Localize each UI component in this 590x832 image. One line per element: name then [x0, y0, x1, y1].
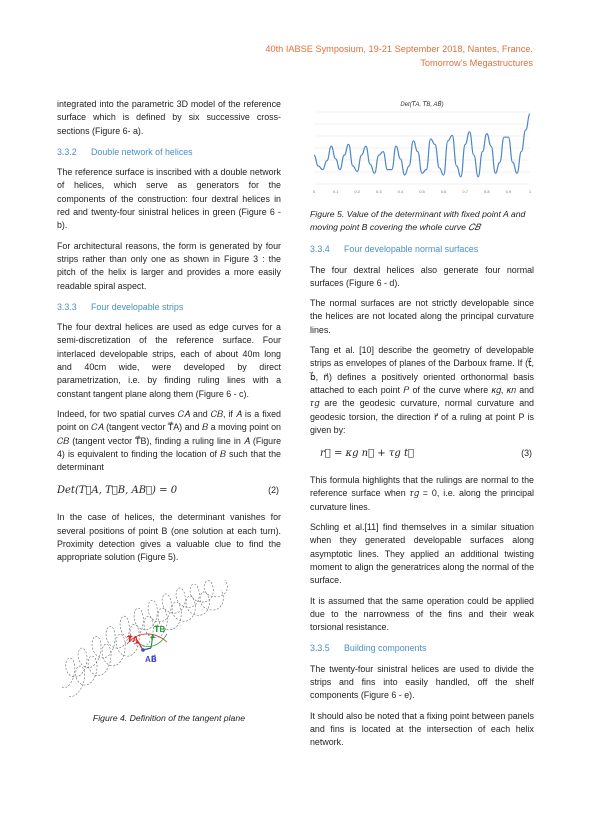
section-heading-3-3-2 — [57, 146, 281, 159]
figure-4 — [57, 572, 281, 725]
paragraph: The twenty-four sinistral helices are used to divide the strips and fins into easily handled, off the shelf components (Figure 6 - e). — [310, 663, 534, 701]
section-number: 3.3.5 — [310, 643, 330, 654]
helix-figure — [57, 572, 281, 702]
label-ab: AB⃗ — [145, 654, 157, 664]
x-tick-label: 0.6 — [440, 189, 447, 194]
section-heading-3-3-5 — [310, 642, 534, 655]
section-number: 3.3.3 — [57, 301, 77, 312]
paragraph: integrated into the parametric 3D model of the reference surface which is defined by six successive cross-sections (Figure 6- a). — [57, 99, 281, 136]
figure-4-caption: Figure 4. Definition of the tangent plane — [92, 712, 246, 723]
header-conference: 40th IABSE Symposium, 19-21 September 2018, Nantes, France. — [265, 44, 533, 54]
x-tick-label: 0.3 — [376, 189, 382, 194]
x-ticks — [313, 189, 532, 194]
determinant-chart — [310, 98, 534, 198]
paragraph: It should also be noted that a fixing point between panels and fins is located at the intersection of each helix network. — [310, 710, 534, 748]
x-tick-label: 0.4 — [397, 189, 404, 194]
section-title: Double network of helices — [91, 146, 193, 157]
paragraph: In the case of helices, the determinant vanishes for several positions of point B (one solution at each turn). Proximity detection gives a valuable clue to find the appropriate solution (Figure 5). — [57, 512, 281, 563]
x-tick-label: 1 — [528, 189, 532, 194]
paragraph: It is assumed that the same operation could be applied due to the narrowness of the fins and their weak torsional resistance. — [310, 595, 534, 633]
paragraph: The reference surface is inscribed with a double network of helices, which serve as generators for the components of the construction: four dextral helices in red and twenty-four sinistral helices in green (Figure 6 - b). — [57, 167, 281, 231]
section-title: Four developable strips — [91, 301, 184, 312]
x-tick-label: 0.2 — [354, 189, 360, 194]
paragraph: For architectural reasons, the form is generated by four strips rather than only one as shown in Figure 3 : the pitch of the helix is larger and provides a more easily readable spiral aspect. — [57, 240, 281, 291]
paragraph: This formula highlights that the rulings are normal to the reference surface when 𝜏𝑔 = 0, i.e. along the principal curvature lines. — [310, 475, 534, 512]
section-title: Building components — [344, 643, 427, 654]
series-line — [314, 114, 530, 177]
section-number: 3.3.4 — [310, 244, 330, 255]
chart-title: Det(T⃗A, T⃗B, AB⃗) — [400, 102, 444, 108]
paragraph: The normal surfaces are not strictly developable since the helices are not located along the principal curvature lines. — [310, 298, 534, 335]
equation-2 — [57, 481, 281, 503]
page-header — [265, 42, 533, 70]
section-number: 3.3.2 — [57, 146, 77, 157]
header-theme: Tomorrow’s Megastructures — [420, 58, 533, 68]
section-title: Four developable normal surfaces — [344, 244, 479, 255]
label-tb: T⃗B — [154, 624, 166, 634]
paragraph: The four dextral helices also generate four normal surfaces (Figure 6 - d). — [310, 264, 534, 288]
right-column — [310, 98, 534, 757]
helix-curves — [62, 580, 227, 697]
figure-5 — [310, 98, 534, 233]
left-column — [57, 98, 281, 734]
paragraph: Indeed, for two spatial curves 𝐶𝐴 and 𝐶𝐵, if 𝐴 is a fixed point on 𝐶𝐴 (tangent vector T⃗A) and 𝐵 a moving point on 𝐶𝐵 (tangent vector T⃗B), finding a ruling line in 𝐴 (Figure 4) is equivalent to finding the location of 𝐵 such that the determinant — [57, 408, 281, 473]
x-tick-label: 0 — [312, 189, 316, 194]
point-a — [141, 648, 145, 652]
x-tick-label: 0.9 — [505, 189, 512, 194]
figure-5-caption: Figure 5. Value of the determinant with fixed point A and moving point B covering the whole curve 𝐶𝐵 — [310, 209, 526, 232]
equation-body: Det(T⃗A, T⃗B, AB⃗) = 0 — [57, 485, 178, 497]
x-tick-label: 0.7 — [462, 189, 468, 194]
section-heading-3-3-4 — [310, 243, 534, 256]
section-heading-3-3-3 — [57, 301, 281, 314]
equation-number: (3) — [521, 448, 532, 459]
equation-3 — [310, 444, 534, 466]
paragraph: Tang et al. [10] describe the geometry of developable strips as envelopes of planes of the Darboux frame. If (t⃗, b⃗, n⃗) defines a positively oriented orthonormal basis attached to each point 𝑃 of the curve where 𝜅𝑔, 𝜅𝑛 and 𝜏𝑔 are the geodesic curvature, normal curvature and geodesic torsion, the direction r⃗ of a ruling at point P is given by: — [310, 345, 534, 435]
x-tick-label: 0.1 — [332, 189, 339, 194]
equation-body: r⃗ = 𝜅𝑔 n⃗ + 𝜏𝑔 t⃗ — [320, 448, 414, 460]
paragraph: Schling et al.[11] find themselves in a similar situation when they generated developable surfaces along asymptotic lines. They applied an additional twisting moment to align the generatrices along the normal of the surface. — [310, 522, 534, 586]
paragraph: The four dextral helices are used as edge curves for a semi-discretization of the reference surface. Four interlaced developable strips, each of about 40m long and 40cm wide, were developed by direct parametrization, i.e. by finding ruling lines with a constant tangent plane along them (Figure 6 - c). — [57, 322, 281, 399]
x-tick-label: 0.5 — [419, 189, 425, 194]
equation-number: (2) — [268, 485, 279, 496]
x-tick-label: 0.8 — [484, 189, 490, 194]
label-ta: T⃗A — [127, 634, 139, 644]
